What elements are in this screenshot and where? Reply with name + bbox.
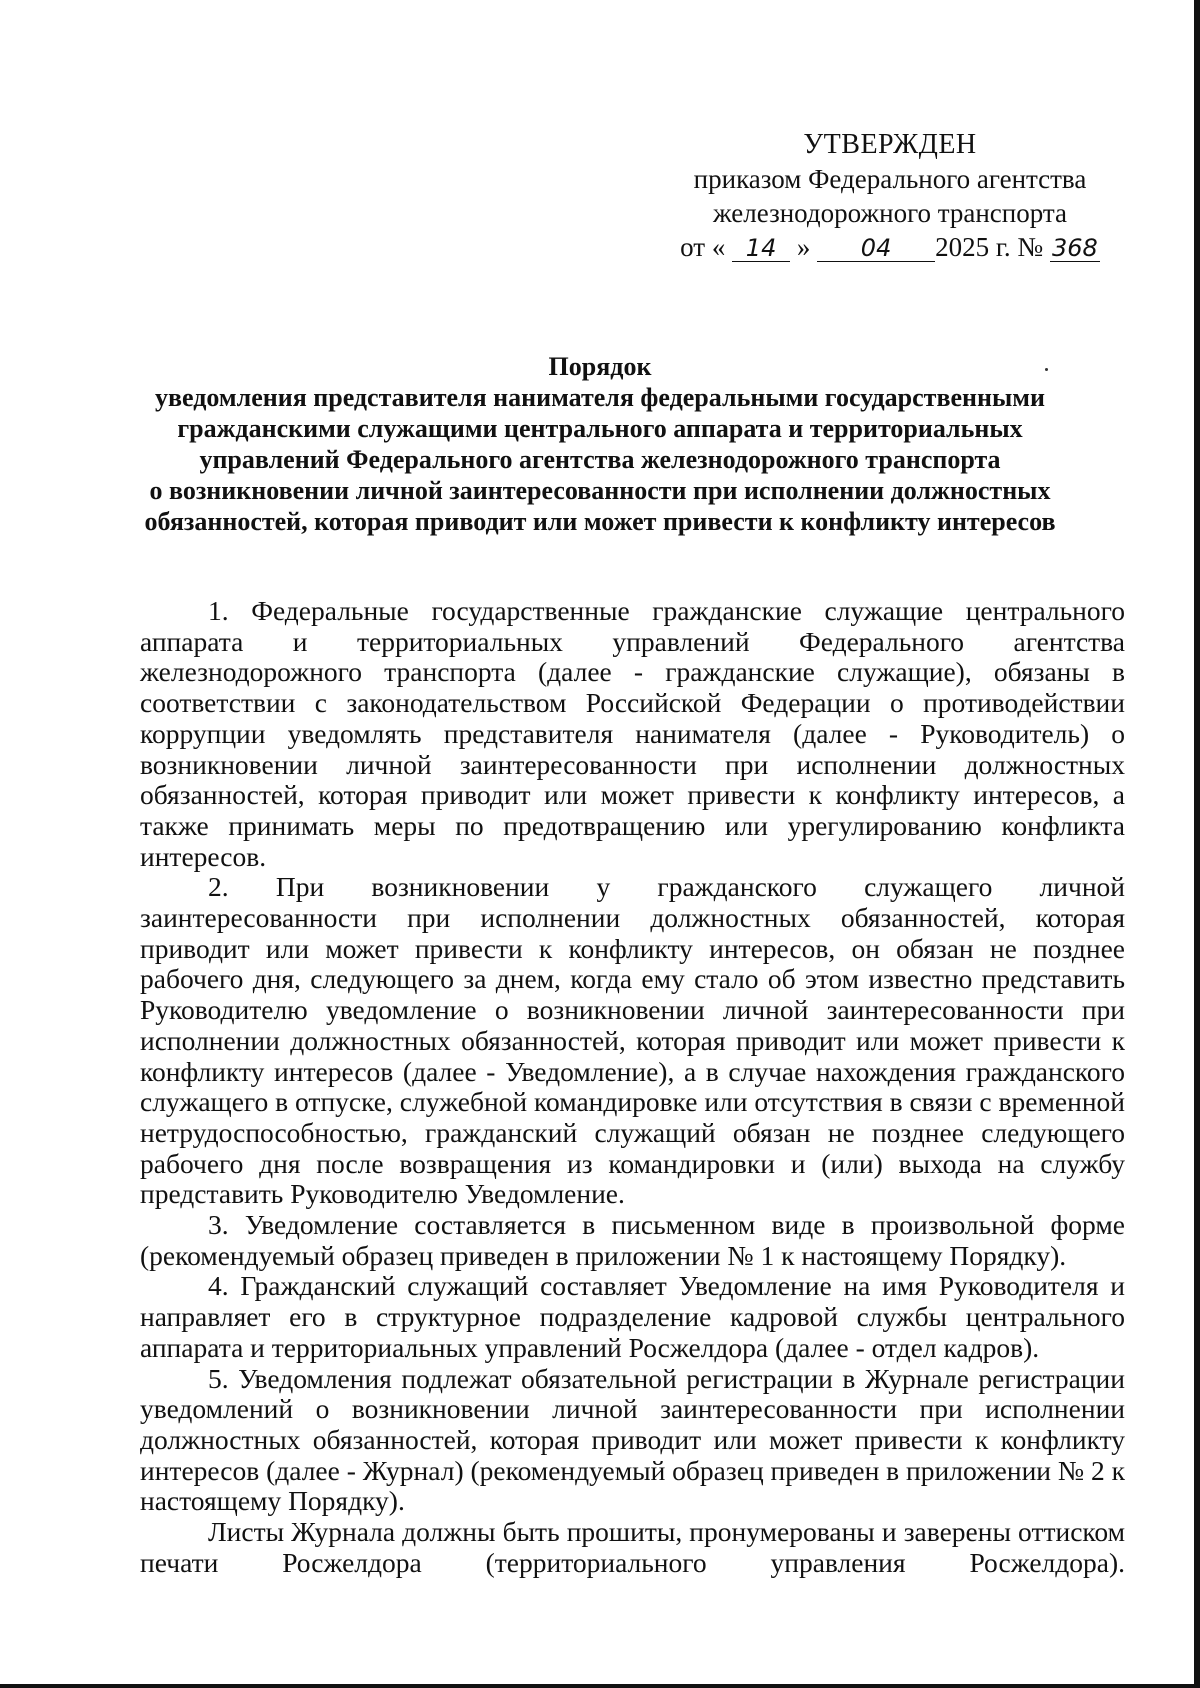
title-line: обязанностей, которая приводит или может привести к конфликту интересов — [144, 507, 1056, 536]
handwritten-month: 04 — [817, 235, 935, 262]
document-title — [120, 351, 1080, 537]
year-text: 2025 г. № — [935, 232, 1044, 262]
date-mid: » — [796, 232, 811, 262]
title-heading: Порядок — [548, 352, 652, 381]
approval-block — [660, 128, 1120, 264]
approval-date-line — [660, 230, 1120, 264]
title-line: о возникновении личной заинтересованности при исполнении должностных — [149, 476, 1051, 505]
paragraph-2: 2. При возникновении у гражданского служащего личной заинтересованности при исполнении должностных обязанностей, которая приводит или может привести к конфликту интересов, он обязан не позднее рабочего дня, следующего за днем, когда ему стало об этом известно представить Руководителю уведомление о возникновении личной заинтересованности при исполнении должностных обязанностей, которая приводит или может привести к конфликту интересов (далее - Уведомление), а в случае нахождения гражданского служащего в отпуске, служебной командировке или отсутствия в связи с временной нетрудоспособностью, гражданский служащий обязан не позднее следующего рабочего дня после возвращения из командировки и (или) выхода на службу представить Руководителю Уведомление. — [140, 871, 1125, 1210]
paragraph-1: 1. Федеральные государственные гражданские служащие центрального аппарата и территориальных управлений Федерального агентства железнодорожного транспорта (далее - гражданские служащие), обязаны в соответствии с законодательством Российской Федерации о противодействии коррупции уведомлять представителя нанимателя (далее - Руководитель) о возникновении личной заинтересованности при исполнении должностных обязанностей, которая приводит или может привести к конфликту интересов, а также принимать меры по предотвращению или урегулированию конфликта интересов. — [140, 595, 1125, 872]
approval-line-2: железнодорожного транспорта — [713, 198, 1067, 228]
handwritten-day: 14 — [732, 235, 790, 262]
paragraph-5: 5. Уведомления подлежат обязательной регистрации в Журнале регистрации уведомлений о возникновении личной заинтересованности при исполнении должностных обязанностей, которая приводит или может привести к конфликту интересов (далее - Журнал) (рекомендуемый образец приведен в приложении № 2 к настоящему Порядку). — [140, 1362, 1125, 1517]
paragraph-4: 4. Гражданский служащий составляет Уведомление на имя Руководителя и направляет его в структурное подразделение кадровой службы центрального аппарата и территориальных управлений Росжелдора (далее - отдел кадров). — [140, 1270, 1125, 1363]
paragraph-3: 3. Уведомление составляется в письменном виде в произвольной форме (рекомендуемый образец приведен в приложении № 1 к настоящему Порядку). — [140, 1209, 1125, 1271]
approval-line-1: приказом Федерального агентства — [693, 164, 1087, 194]
title-line: гражданскими служащими центрального аппарата и территориальных — [177, 414, 1023, 443]
title-line: управлений Федерального агентства железнодорожного транспорта — [199, 445, 1001, 474]
document-body — [140, 596, 1125, 1579]
scan-edge-right — [1194, 0, 1200, 1688]
handwritten-order-number: 368 — [1050, 235, 1100, 262]
date-prefix: от « — [680, 232, 726, 262]
title-line: уведомления представителя нанимателя федеральными государственными — [155, 383, 1045, 412]
scan-edge-bottom — [0, 1684, 1200, 1688]
approved-title: УТВЕРЖДЕН — [803, 129, 977, 160]
paragraph-journal-sheets: Листы Журнала должны быть прошиты, пронумерованы и заверены оттиском печати Росжелдора (территориального управления Росжелдора). — [140, 1516, 1125, 1578]
